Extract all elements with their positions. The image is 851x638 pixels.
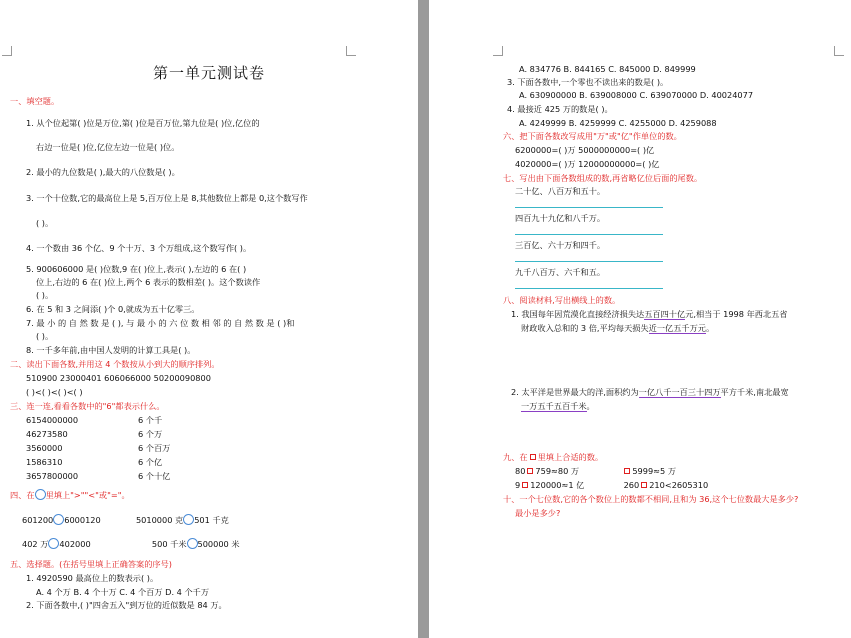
compare-row xyxy=(22,514,229,526)
number-list: 510900 23000401 606066000 50200090800 xyxy=(26,373,211,383)
question-line: 二十亿、八百万和五十。 xyxy=(515,186,606,196)
match-number: 46273580 xyxy=(26,429,68,439)
text-segment: 。 xyxy=(586,401,595,411)
compare-value: 601200 xyxy=(22,515,54,525)
order-blanks: ( )<( )<( )<( ) xyxy=(26,387,83,397)
fill-row xyxy=(515,480,708,491)
answer-options: A. 834776 B. 844165 C. 845000 D. 849999 xyxy=(519,64,696,74)
compare-value: 501 千克 xyxy=(194,515,229,525)
match-number: 3657800000 xyxy=(26,471,79,481)
section-heading: 一、填空题。 xyxy=(10,96,60,106)
section-heading: 八、阅读材料,写出横线上的数。 xyxy=(503,295,621,305)
compare-value: 6000120 xyxy=(64,515,101,525)
text-segment: 元,相当于 1998 年西北五省 xyxy=(685,309,788,319)
circle-icon xyxy=(187,538,198,549)
question-line: 4020000=( )万 12000000000=( )亿 xyxy=(515,159,660,169)
question-line: 右边一位是( )位,亿位左边一位是( )位。 xyxy=(36,142,180,152)
underlined-number: 一万五千五百千米 xyxy=(521,401,587,411)
question-line: 6200000=( )万 5000000000=( )亿 xyxy=(515,145,655,155)
compare-value: 402 万 xyxy=(22,539,49,549)
match-number: 3560000 xyxy=(26,443,63,453)
text-segment: 。 xyxy=(705,323,715,333)
match-meaning: 6 个千 xyxy=(138,415,163,425)
compare-value: 402000 xyxy=(59,539,91,549)
question-line xyxy=(511,309,788,320)
question-line xyxy=(511,387,789,398)
section-heading-suffix: 里填上合适的数。 xyxy=(537,452,604,462)
section-heading-suffix: 里填上">""<"或"="。 xyxy=(45,490,130,500)
question-line: 8. 一千多年前,由中国人发明的计算工具是( )。 xyxy=(26,345,196,355)
compare-row xyxy=(22,538,240,550)
fill-row xyxy=(515,466,676,477)
page-title: 第一单元测试卷 xyxy=(152,64,265,82)
section-heading xyxy=(10,489,130,501)
question-line: 4. 最接近 425 万的数是( )。 xyxy=(507,104,613,114)
question-line: 3. 一个十位数,它的最高位上是 5,百万位上是 8,其他数位上都是 0,这个数写作 xyxy=(26,193,308,203)
fill-value: 9 xyxy=(515,480,521,490)
answer-line xyxy=(515,234,663,235)
question-line: 4. 一个数由 36 个亿、9 个十万、3 个万组成,这个数写作( )。 xyxy=(26,243,252,253)
circle-icon xyxy=(183,514,194,525)
question-line: ( )。 xyxy=(36,218,54,228)
square-box-icon xyxy=(522,482,528,488)
question-line: 四百九十九亿和八千万。 xyxy=(515,213,606,223)
section-heading: 五、选择题。(在括号里填上正确答案的序号) xyxy=(10,559,172,569)
fill-value: 80 xyxy=(515,466,526,476)
question-line: 3. 下面各数中,一个零也不读出来的数是( )。 xyxy=(507,77,669,87)
question-line: 位上,右边的 6 在( )位上,两个 6 表示的数相差( )。这个数读作 xyxy=(36,277,261,287)
answer-options: A. 630900000 B. 639008000 C. 639070000 D. 40024077 xyxy=(519,90,754,100)
section-heading: 十、一个七位数,它的各个数位上的数都不相同,且和为 36,这个七位数最大是多少? xyxy=(503,494,799,504)
section-heading xyxy=(503,452,603,463)
answer-line xyxy=(515,288,663,289)
question-line: 2. 下面各数中,( )"四舍五入"到万位的近似数是 84 万。 xyxy=(26,600,227,610)
match-meaning: 6 个亿 xyxy=(138,457,163,467)
underlined-number: 五百四十亿 xyxy=(644,309,686,319)
question-line: 1. 从个位起第( )位是万位,第( )位是百万位,第九位是( )位,亿位的 xyxy=(26,118,260,128)
match-meaning: 6 个百万 xyxy=(138,443,171,453)
square-box-icon xyxy=(530,454,536,460)
crop-mark xyxy=(834,46,844,56)
text-segment: 平方千米,南北最宽 xyxy=(720,387,789,397)
question-line: 2. 最小的九位数是( ),最大的八位数是( )。 xyxy=(26,167,180,177)
underlined-number: 近一亿五千万元 xyxy=(648,323,706,333)
match-meaning: 6 个万 xyxy=(138,429,163,439)
document-page-right xyxy=(429,0,851,638)
question-line: 九千八百万、六千和五。 xyxy=(515,267,606,277)
section-heading-prefix: 九、在 xyxy=(503,452,528,462)
fill-value: 759≈80 万 xyxy=(535,466,580,476)
fill-value: 260 xyxy=(623,480,640,490)
question-line: 最小是多少? xyxy=(515,508,561,518)
question-line xyxy=(521,401,595,412)
square-box-icon xyxy=(641,482,647,488)
fill-value: 120000≈1 亿 xyxy=(530,480,585,490)
question-line: 6. 在 5 和 3 之间添( )个 0,就成为五十亿零三。 xyxy=(26,304,200,314)
compare-value: 500000 米 xyxy=(197,539,240,549)
compare-value: 500 千米 xyxy=(151,539,187,549)
section-heading: 三、连一连,看看各数中的"6"都表示什么。 xyxy=(10,401,165,411)
circle-icon xyxy=(53,514,64,525)
section-heading: 七、写出由下面各数组成的数,再省略亿位后面的尾数。 xyxy=(503,173,703,183)
question-line: 三百亿、六十万和四千。 xyxy=(515,240,606,250)
question-line: 1. 4920590 最高位上的数表示( )。 xyxy=(26,573,159,583)
crop-mark xyxy=(2,46,12,56)
match-number: 1586310 xyxy=(26,457,63,467)
question-line xyxy=(521,323,714,334)
question-line: 5. 900606000 是( )位数,9 在( )位上,表示( ),左边的 6 在( ) xyxy=(26,264,247,274)
section-heading: 二、读出下面各数,并用这 4 个数按从小到大的顺序排列。 xyxy=(10,359,220,369)
crop-mark xyxy=(346,46,356,56)
square-box-icon xyxy=(624,468,630,474)
underlined-number: 一亿八千一百三十四万 xyxy=(638,387,721,397)
section-heading: 六、把下面各数改写成用"万"或"亿"作单位的数。 xyxy=(503,131,682,141)
match-number: 6154000000 xyxy=(26,415,79,425)
fill-value: 210<2605310 xyxy=(649,480,709,490)
circle-icon xyxy=(48,538,59,549)
text-segment: 2. 太平洋是世界最大的洋,面积约为 xyxy=(511,387,639,397)
answer-line xyxy=(515,207,663,208)
square-box-icon xyxy=(527,468,533,474)
match-meaning: 6 个十亿 xyxy=(138,471,171,481)
text-segment: 1. 我国每年因荒漠化直接经济损失达 xyxy=(511,309,645,319)
fill-value: 5999≈5 万 xyxy=(632,466,677,476)
document-page-left xyxy=(0,0,418,638)
crop-mark xyxy=(493,46,503,56)
answer-options: A. 4 个万 B. 4 个十万 C. 4 个百万 D. 4 个千万 xyxy=(36,587,210,597)
section-heading-prefix: 四、在 xyxy=(10,490,35,500)
question-line: ( )。 xyxy=(36,290,54,300)
answer-options: A. 4249999 B. 4259999 C. 4255000 D. 4259088 xyxy=(519,118,717,128)
answer-line xyxy=(515,261,663,262)
circle-icon xyxy=(35,489,46,500)
compare-value: 5010000 克 xyxy=(135,515,184,525)
question-line: ( )。 xyxy=(36,331,54,341)
text-segment: 财政收入总和的 3 倍,平均每天损失 xyxy=(521,323,649,333)
question-line: 7. 最 小 的 自 然 数 是 ( ), 与 最 小 的 六 位 数 相 邻 的 自 然 数 是 ( )和 xyxy=(26,318,295,328)
